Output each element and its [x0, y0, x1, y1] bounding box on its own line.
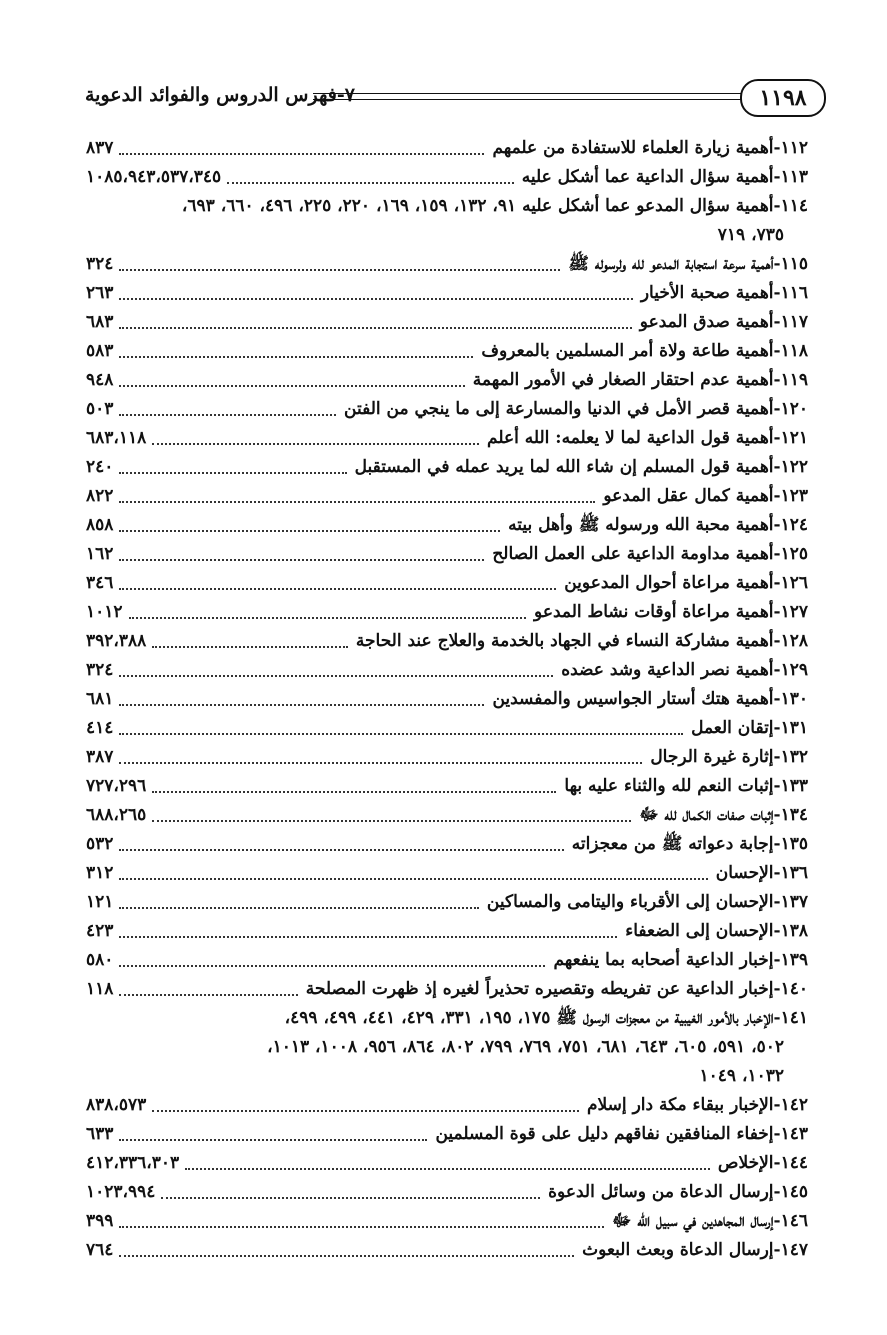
entry-pages: ٣٨٧ — [86, 743, 117, 772]
entry-number: ١٣٠ — [780, 689, 808, 709]
index-entry — [86, 743, 808, 772]
entry-number: ١٣٨ — [780, 921, 808, 941]
entry-pages: ٥٠٣ — [86, 395, 117, 424]
dot-leader — [185, 1168, 710, 1170]
entry-heading: ١٢٤-أهمية محبة الله ورسوله ﷺ وأهل بيته — [502, 511, 808, 540]
entry-heading: ١٤٧-إرسال الدعاة وبعث البعوث — [576, 1236, 808, 1265]
dot-leader — [119, 588, 556, 590]
dot-leader — [119, 994, 298, 996]
page-header — [85, 78, 820, 118]
entry-heading: ١١٨-أهمية طاعة ولاة أمر المسلمين بالمعروف — [475, 337, 808, 366]
entry-pages: ١٠١٢ — [86, 598, 127, 627]
entry-heading: ١١٢-أهمية زيارة العلماء للاستفادة من علمهم — [486, 134, 808, 163]
entry-title: إرسال المجاهدين في سبيل الله ﷻ — [612, 1211, 774, 1231]
entry-heading: ١٢٣-أهمية كمال عقل المدعو — [597, 482, 808, 511]
dot-leader — [119, 472, 347, 474]
dot-leader — [119, 501, 595, 503]
entry-title: الإخلاص — [717, 1153, 774, 1173]
entry-pages: ٣٢٤ — [86, 656, 117, 685]
entry-title: إخبار الداعية عن تفريطه وتقصيره تحذيراً لغيره إذ ظهرت المصلحة — [305, 979, 774, 999]
entry-title: الإحسان إلى الضعفاء — [625, 921, 774, 941]
entry-pages: ٩١، ١٣٢، ١٥٩، ١٦٩، ٢٢٠، ٢٢٥، ٤٩٦، ٦٦٠، ٦٩٣، — [181, 196, 517, 216]
index-entry — [86, 337, 808, 366]
entry-number: ١١٩ — [780, 370, 808, 390]
entry-pages: ٦٨٣،١١٨ — [86, 424, 150, 453]
entry-title: إخفاء المنافقين نفاقهم دليل على قوة المسلمين — [435, 1124, 774, 1144]
entry-heading: ١٢٢-أهمية قول المسلم إن شاء الله لما يريد عمله في المستقبل — [349, 453, 808, 482]
entry-title: أهمية كمال عقل المدعو — [603, 486, 774, 506]
dot-leader — [119, 414, 336, 416]
index-entry — [86, 801, 808, 830]
entry-pages: ١١٨ — [86, 975, 117, 1004]
dot-leader — [119, 704, 484, 706]
entry-title: أهمية طاعة ولاة أمر المسلمين بالمعروف — [481, 341, 774, 361]
index-entry — [86, 540, 808, 569]
entry-number: ١٤٦ — [780, 1211, 808, 1231]
index-entry — [86, 250, 808, 279]
index-entry — [86, 1004, 808, 1091]
index-entry — [86, 511, 808, 540]
entry-title: الإخبار بالأمور الغيبية من معجزات الرسول ﷺ — [556, 1008, 774, 1028]
entry-title: الإحسان — [715, 863, 774, 883]
index-entry — [86, 279, 808, 308]
entry-title: أهمية مداومة الداعية على العمل الصالح — [492, 544, 774, 564]
entry-pages: ٤١٤ — [86, 714, 117, 743]
dot-leader — [119, 298, 633, 300]
entry-heading: ١٢٠-أهمية قصر الأمل في الدنيا والمسارعة إلى ما ينجي من الفتن — [338, 395, 808, 424]
entry-heading: ١٣٩-إخبار الداعية أصحابه بما ينفعهم — [547, 946, 808, 975]
entry-number: ١٢٨ — [780, 631, 808, 651]
entry-heading: ١٣٠-أهمية هتك أستار الجواسيس والمفسدين — [486, 685, 808, 714]
entry-pages: ٥٨٠ — [86, 946, 117, 975]
entry-number: ١٢٧ — [780, 602, 808, 622]
entry-pages: ٧٢٧،٢٩٦ — [86, 772, 150, 801]
entry-pages: ٨٥٨ — [86, 511, 117, 540]
entry-number: ١١٦ — [780, 283, 808, 303]
entry-heading: ١٢٩-أهمية نصر الداعية وشد عضده — [555, 656, 808, 685]
entry-heading: ١٤٤-الإخلاص — [712, 1149, 808, 1178]
entry-number: ١٤٥ — [780, 1182, 808, 1202]
entry-title: إتقان العمل — [691, 718, 774, 738]
entry-title: أهمية هتك أستار الجواسيس والمفسدين — [492, 689, 774, 709]
index-entry — [86, 975, 808, 1004]
index-entry — [86, 569, 808, 598]
entry-title: إرسال الدعاة من وسائل الدعوة — [548, 1182, 774, 1202]
entry-pages: ٣٩٩ — [86, 1207, 117, 1236]
entry-number: ١٢٤ — [780, 515, 808, 535]
entry-number: ١٢٢ — [780, 457, 808, 477]
entry-number: ١١٣ — [780, 167, 808, 187]
dot-leader — [119, 559, 484, 561]
entry-pages-continued: ٧٣٥، ٧١٩ — [717, 225, 784, 245]
entry-heading: ١١٩-أهمية عدم احتقار الصغار في الأمور المهمة — [467, 366, 808, 395]
index-entry — [86, 424, 808, 453]
entry-title: أهمية مراعاة أوقات نشاط المدعو — [534, 602, 774, 622]
entry-pages: ٦٣٣ — [86, 1120, 117, 1149]
index-entry — [86, 714, 808, 743]
entry-line: ١٤١-الإخبار بالأمور الغيبية من معجزات الرسول ﷺ ١٧٥، ١٩٥، ٣٣١، ٤٢٩، ٤٤١، ٤٩٩، ٤٩٩، — [284, 1008, 808, 1028]
dot-leader — [119, 849, 564, 851]
entry-title: الإحسان إلى الأقرباء واليتامى والمساكين — [486, 892, 774, 912]
entry-number: ١٢٠ — [780, 399, 808, 419]
entry-heading: ١٣٨-الإحسان إلى الضعفاء — [619, 917, 808, 946]
index-entry — [86, 888, 808, 917]
dot-leader — [152, 1110, 579, 1112]
dot-leader — [119, 269, 560, 271]
index-entry — [86, 1149, 808, 1178]
entry-number: ١٢٣ — [780, 486, 808, 506]
index-list — [86, 134, 808, 1265]
index-entry — [86, 830, 808, 859]
index-entry — [86, 598, 808, 627]
entry-pages: ٢٤٠ — [86, 453, 117, 482]
entry-heading: ١١٧-أهمية صدق المدعو — [634, 308, 808, 337]
entry-heading: ١٣١-إتقان العمل — [685, 714, 808, 743]
entry-number: ١١٤ — [780, 196, 808, 216]
entry-number: ١١٧ — [780, 312, 808, 332]
entry-heading: ١٢٥-أهمية مداومة الداعية على العمل الصالح — [486, 540, 808, 569]
entry-title: إثبات صفات الكمال لله ﷻ — [639, 805, 774, 825]
entry-title: أهمية زيارة العلماء للاستفادة من علمهم — [492, 138, 774, 158]
entry-heading: ١١٦-أهمية صحبة الأخيار — [635, 279, 808, 308]
entry-pages: ٢٦٣ — [86, 279, 117, 308]
entry-heading: ١٣٣-إثبات النعم لله والثناء عليه بها — [558, 772, 808, 801]
entry-pages: ٦٨٣ — [86, 308, 117, 337]
entry-pages: ٨٢٢ — [86, 482, 117, 511]
dot-leader — [227, 182, 514, 184]
dot-leader — [119, 153, 484, 155]
entry-pages: ٤٢٣ — [86, 917, 117, 946]
entry-number: ١٢٥ — [780, 544, 808, 564]
entry-pages: ٦٨١ — [86, 685, 117, 714]
entry-pages: ٣٢٤ — [86, 250, 117, 279]
entry-title: أهمية قصر الأمل في الدنيا والمسارعة إلى ما ينجي من الفتن — [344, 399, 774, 419]
entry-heading: ١٢٦-أهمية مراعاة أحوال المدعوين — [558, 569, 808, 598]
index-entry — [86, 859, 808, 888]
running-title: ٧-فهرس الدروس والفوائد الدعوية — [85, 84, 355, 106]
index-entry — [86, 1178, 808, 1207]
entry-title: إرسال الدعاة وبعث البعوث — [582, 1240, 774, 1260]
index-entry — [86, 192, 808, 250]
index-entry — [86, 308, 808, 337]
entry-number: ١٣٢ — [780, 747, 808, 767]
entry-title: أهمية محبة الله ورسوله ﷺ وأهل بيته — [508, 515, 774, 535]
entry-title: أهمية مراعاة أحوال المدعوين — [564, 573, 774, 593]
entry-number: ١٣٥ — [780, 834, 808, 854]
entry-pages: ٦٨٨،٢٦٥ — [86, 801, 150, 830]
dot-leader — [119, 762, 642, 764]
index-entry — [86, 134, 808, 163]
index-entry — [86, 163, 808, 192]
entry-number: ١٢٦ — [780, 573, 808, 593]
dot-leader — [119, 965, 545, 967]
entry-heading: ١٤٣-إخفاء المنافقين نفاقهم دليل على قوة المسلمين — [429, 1120, 808, 1149]
entry-number: ١٣٦ — [780, 863, 808, 883]
entry-number: ١٢١ — [780, 428, 808, 448]
entry-pages: ١٦٢ — [86, 540, 117, 569]
entry-heading: ١٢٨-أهمية مشاركة النساء في الجهاد بالخدمة والعلاج عند الحاجة — [350, 627, 808, 656]
entry-title: أهمية سرعة استجابة المدعو لله ولرسوله ﷺ — [568, 254, 774, 274]
entry-number: ١٤٢ — [780, 1095, 808, 1115]
entry-pages-continued: ٥٠٢، ٥٩١، ٦٠٥، ٦٤٣، ٦٨١، ٧٥١، ٧٦٩، ٧٩٩، ٨٠٢، ٨٦٤، ٩٥٦، ١٠٠٨، ١٠١٣، — [267, 1037, 784, 1057]
entry-title: إخبار الداعية أصحابه بما ينفعهم — [553, 950, 774, 970]
entry-title: أهمية صحبة الأخيار — [640, 283, 774, 303]
entry-title: أهمية قول المسلم إن شاء الله لما يريد عمله في المستقبل — [354, 457, 774, 477]
entry-number: ١٤٤ — [780, 1153, 808, 1173]
entry-number: ١٣٩ — [780, 950, 808, 970]
index-entry — [86, 685, 808, 714]
entry-pages: ٨٣٨،٥٧٣ — [86, 1091, 150, 1120]
dot-leader — [152, 443, 479, 445]
entry-number: ١١٢ — [780, 138, 808, 158]
dot-leader — [119, 385, 465, 387]
dot-leader — [119, 1226, 604, 1228]
dot-leader — [119, 733, 683, 735]
entry-pages: ١٠٨٥،٩٤٣،٥٣٧،٣٤٥ — [86, 163, 225, 192]
entry-pages: ٣٩٢،٣٨٨ — [86, 627, 150, 656]
entry-pages: ٧٦٤ — [86, 1236, 117, 1265]
index-entry — [86, 772, 808, 801]
entry-pages: ٤١٢،٣٣٦،٣٠٣ — [86, 1149, 183, 1178]
entry-title: أهمية سؤال المدعو عما أشكل عليه — [522, 196, 774, 216]
entry-pages: ٣٤٦ — [86, 569, 117, 598]
index-entry — [86, 482, 808, 511]
entry-pages: ١٢١ — [86, 888, 117, 917]
entry-number: ١٣٧ — [780, 892, 808, 912]
entry-heading: ١١٣-أهمية سؤال الداعية عما أشكل عليه — [516, 163, 808, 192]
entry-number: ١٣١ — [780, 718, 808, 738]
entry-pages: ١٧٥، ١٩٥، ٣٣١، ٤٢٩، ٤٤١، ٤٩٩، ٤٩٩، — [284, 1008, 551, 1028]
header-rule — [313, 93, 813, 100]
entry-pages: ٩٤٨ — [86, 366, 117, 395]
index-entry — [86, 627, 808, 656]
entry-heading: ١١٥-أهمية سرعة استجابة المدعو لله ولرسوله ﷺ — [562, 250, 808, 279]
entry-title: إجابة دعواته ﷺ من معجزاته — [571, 834, 774, 854]
entry-pages: ٥٨٣ — [86, 337, 117, 366]
index-entry — [86, 1091, 808, 1120]
entry-title: أهمية قول الداعية لما لا يعلمه: الله أعلم — [487, 428, 774, 448]
entry-heading: ١٣٥-إجابة دعواته ﷺ من معجزاته — [566, 830, 808, 859]
entry-title: أهمية عدم احتقار الصغار في الأمور المهمة — [472, 370, 774, 390]
dot-leader — [152, 646, 348, 648]
entry-pages: ٥٣٢ — [86, 830, 117, 859]
entry-heading: ١٣٧-الإحسان إلى الأقرباء واليتامى والمساكين — [481, 888, 808, 917]
dot-leader — [119, 878, 708, 880]
entry-heading: ١٣٦-الإحسان — [710, 859, 808, 888]
index-entry — [86, 1207, 808, 1236]
entry-heading: ١٤٥-إرسال الدعاة من وسائل الدعوة — [542, 1178, 808, 1207]
index-entry — [86, 656, 808, 685]
dot-leader — [119, 356, 473, 358]
entry-number: ١٣٣ — [780, 776, 808, 796]
dot-leader — [119, 327, 632, 329]
dot-leader — [161, 1197, 540, 1199]
entry-title: إثبات النعم لله والثناء عليه بها — [564, 776, 774, 796]
dot-leader — [152, 820, 631, 822]
entry-heading: ١٣٤-إثبات صفات الكمال لله ﷻ — [633, 801, 808, 830]
entry-title: الإخبار ببقاء مكة دار إسلام — [587, 1095, 774, 1115]
dot-leader — [119, 530, 500, 532]
index-entry — [86, 1120, 808, 1149]
entry-pages: ٨٣٧ — [86, 134, 117, 163]
index-entry — [86, 1236, 808, 1265]
entry-heading: ١٢١-أهمية قول الداعية لما لا يعلمه: الله أعلم — [481, 424, 808, 453]
entry-number: ١٣٤ — [780, 805, 808, 825]
entry-heading: ١٤٦-إرسال المجاهدين في سبيل الله ﷻ — [606, 1207, 808, 1236]
entry-line: ١١٤-أهمية سؤال المدعو عما أشكل عليه ٩١، ١٣٢، ١٥٩، ١٦٩، ٢٢٠، ٢٢٥، ٤٩٦، ٦٦٠، ٦٩٣، — [181, 196, 808, 216]
entry-heading: ١٤٠-إخبار الداعية عن تفريطه وتقصيره تحذيراً لغيره إذ ظهرت المصلحة — [300, 975, 808, 1004]
index-entry — [86, 917, 808, 946]
entry-heading: ١٤٢-الإخبار ببقاء مكة دار إسلام — [581, 1091, 808, 1120]
dot-leader — [129, 617, 526, 619]
entry-title: أهمية سؤال الداعية عما أشكل عليه — [521, 167, 774, 187]
dot-leader — [119, 675, 553, 677]
entry-title: أهمية نصر الداعية وشد عضده — [561, 660, 774, 680]
index-entry — [86, 453, 808, 482]
entry-pages: ١٠٢٣،٩٩٤ — [86, 1178, 159, 1207]
entry-pages-continued: ١٠٣٢، ١٠٤٩ — [699, 1066, 784, 1086]
entry-number: ١٤٧ — [780, 1240, 808, 1260]
entry-heading: ١٣٢-إثارة غيرة الرجال — [644, 743, 808, 772]
entry-number: ١٤٠ — [780, 979, 808, 999]
entry-title: أهمية مشاركة النساء في الجهاد بالخدمة والعلاج عند الحاجة — [355, 631, 774, 651]
dot-leader — [119, 1255, 574, 1257]
index-entry — [86, 366, 808, 395]
dot-leader — [152, 791, 556, 793]
entry-heading: ١٢٧-أهمية مراعاة أوقات نشاط المدعو — [528, 598, 808, 627]
index-entry — [86, 395, 808, 424]
page-number: ١١٩٨ — [740, 79, 826, 117]
entry-title: أهمية صدق المدعو — [639, 312, 774, 332]
entry-number: ١٢٩ — [780, 660, 808, 680]
entry-number: ١٤٣ — [780, 1124, 808, 1144]
dot-leader — [119, 936, 617, 938]
entry-number: ١١٥ — [780, 254, 808, 274]
index-entry — [86, 946, 808, 975]
entry-number: ١١٨ — [780, 341, 808, 361]
entry-number: ١٤١ — [780, 1008, 808, 1028]
entry-title: إثارة غيرة الرجال — [650, 747, 774, 767]
entry-pages: ٣١٢ — [86, 859, 117, 888]
dot-leader — [119, 907, 479, 909]
dot-leader — [119, 1139, 427, 1141]
